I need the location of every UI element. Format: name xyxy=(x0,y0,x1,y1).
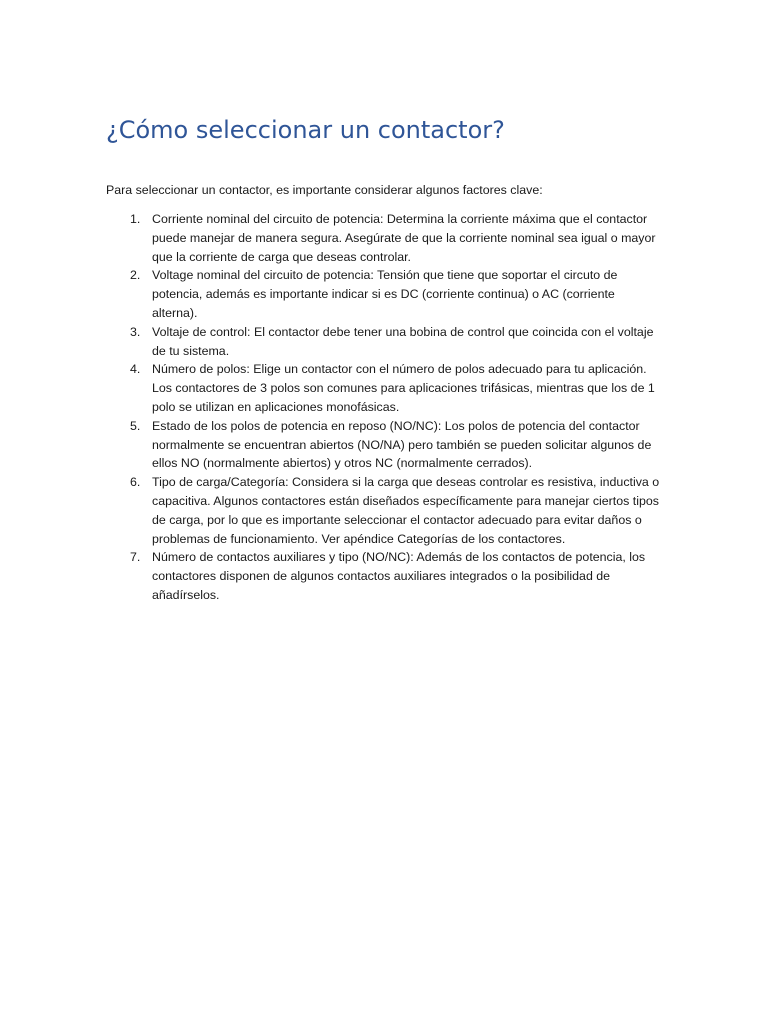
list-item-text: Voltaje de control: El contactor debe tener una bobina de control que coincida con el voltaje de tu sistema. xyxy=(152,324,654,358)
list-item xyxy=(106,323,666,361)
list-item xyxy=(106,417,666,473)
list-item-text: Número de contactos auxiliares y tipo (NO/NC): Además de los contactos de potencia, los contactores disponen de algunos contactos auxiliares integrados o la posibilidad de añadírselos. xyxy=(152,550,646,602)
factors-list xyxy=(106,210,666,605)
list-item xyxy=(106,360,666,416)
intro-paragraph: Para seleccionar un contactor, es importante considerar algunos factores clave: xyxy=(106,183,543,197)
list-item-number: 7. xyxy=(130,550,141,565)
list-item xyxy=(106,266,666,322)
list-item-number: 2. xyxy=(130,268,141,283)
page-title: ¿Cómo seleccionar un contactor? xyxy=(106,116,505,144)
list-item-text: Estado de los polos de potencia en reposo (NO/NC): Los polos de potencia del contactor normalmente se encuentran abiertos (NO/NA) pero también se pueden solicitar algunos de ellos NO (normalmente abiertos) y otros NC (normalmente cerrados). xyxy=(152,418,652,471)
list-item xyxy=(106,210,666,266)
list-item-text: Voltage nominal del circuito de potencia: Tensión que tiene que soportar el circuto de potencia, además es importante indicar si es DC (corriente continua) o AC (corriente alterna). xyxy=(152,268,618,320)
list-item-number: 6. xyxy=(130,475,141,490)
list-item-text: Número de polos: Elige un contactor con el número de polos adecuado para tu aplicación. Los contactores de 3 polos son comunes para aplicaciones trifásicas, mientras que los de 1 polo se utilizan en aplicaciones monofásicas. xyxy=(152,362,655,414)
list-item-text: Corriente nominal del circuito de potencia: Determina la corriente máxima que el contactor puede manejar de manera segura. Asegúrate de que la corriente nominal sea igual o mayor que la corriente de carga que deseas controlar. xyxy=(152,212,656,264)
list-item xyxy=(106,548,666,604)
list-item-number: 3. xyxy=(130,324,141,339)
list-item xyxy=(106,473,666,548)
list-item-number: 4. xyxy=(130,362,141,377)
list-item-text: Tipo de carga/Categoría: Considera si la carga que deseas controlar es resistiva, inductiva o capacitiva. Algunos contactores están diseñados específicamente para manejar ciertos tipos de carga, por lo que es importante seleccionar el contactor adecuado para evitar daños o problemas de funcionamiento. Ver apéndice Categorías de los contactores. xyxy=(152,475,660,546)
list-item-number: 5. xyxy=(130,418,141,433)
list-item-number: 1. xyxy=(130,212,141,226)
